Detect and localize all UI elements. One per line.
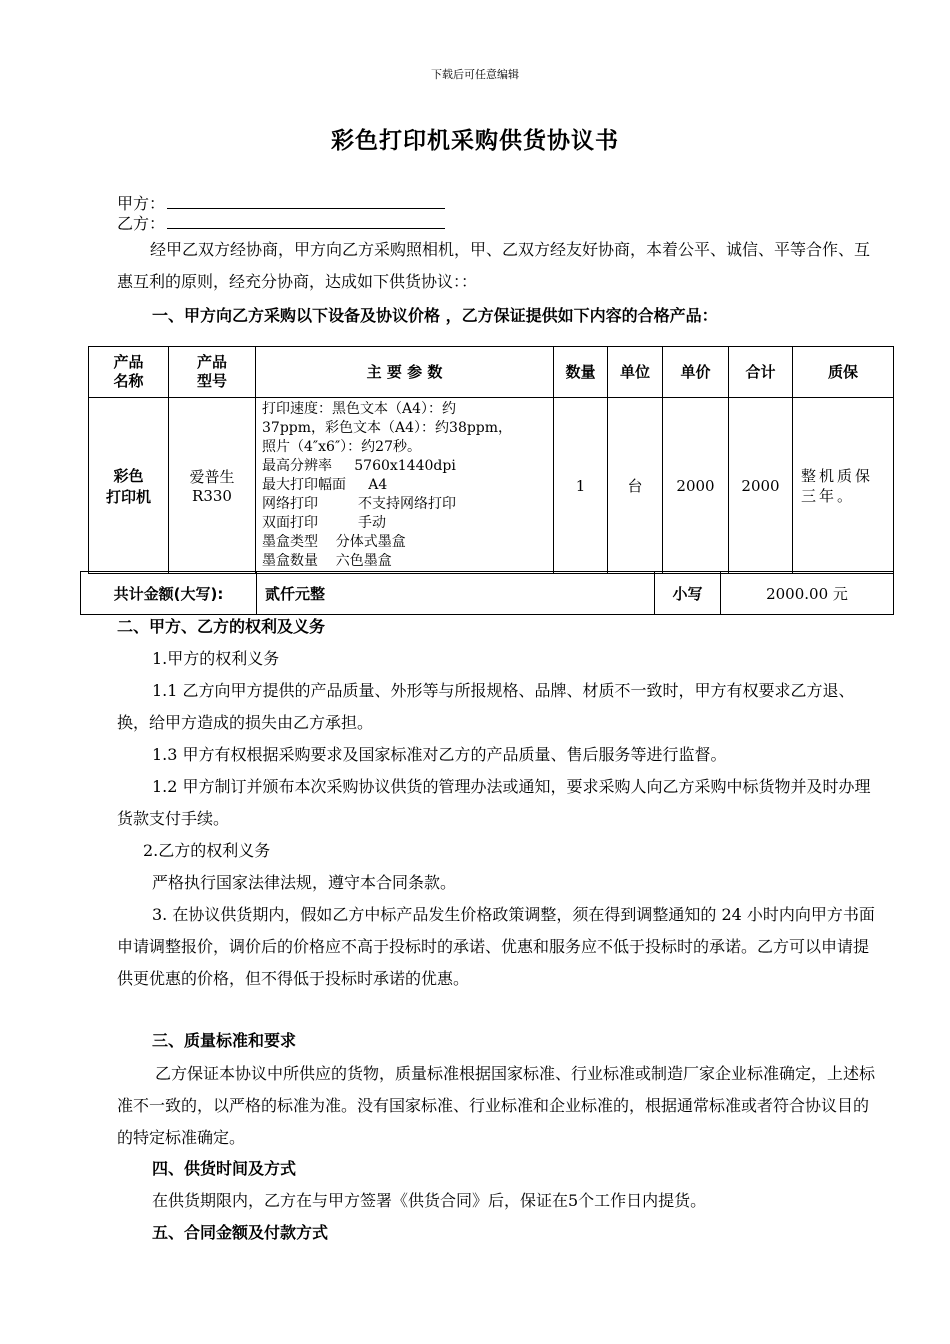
s4-paragraph: 在供货期限内，乙方在与甲方签署《供货合同》后，保证在5个工作日内提货。 [152,1191,707,1210]
header-qty: 数量 [554,347,608,398]
cell-product-model: 爱普生 R330 [169,398,256,574]
total-amount: 2000.00 元 [721,572,894,615]
total-small-label: 小写 [655,572,721,615]
party-a-label: 甲方： [117,194,166,213]
intro-paragraph: 经甲乙双方经协商，甲方向乙方采购照相机，甲、乙双方经友好协商，本着公平、诚信、平等合作、互惠互利的原则，经充分协商，达成如下供货协议：： [117,240,871,291]
cell-price: 2000 [663,398,729,574]
cell-qty: 1 [554,398,608,574]
section2-heading: 二、甲方、乙方的权利及义务 [117,617,326,636]
total-row [81,572,894,615]
table-row [89,398,894,574]
document-title: 彩色打印机采购供货协议书 [331,127,619,154]
header-warranty: 质保 [793,347,894,398]
header-params: 主 要 参 数 [256,347,554,398]
party-a-blank [167,194,445,209]
product-table [88,346,894,574]
s3-paragraph: 乙方保证本协议中所供应的货物，质量标准根据国家标准、行业标准或制造厂家企业标准确定，上述标准不一致的，以严格的标准为准。没有国家标准、行业标准和企业标准的，根据通常标准或者符合协议目的的特定标准确定。 [117,1064,876,1147]
header-price: 单价 [663,347,729,398]
header-total: 合计 [729,347,793,398]
s2-1-3-paragraph: 1.3 甲方有权根据采购要求及国家标准对乙方的产品质量、售后服务等进行监督。 [152,745,727,764]
total-label: 共计金额(大写): [81,572,257,615]
header-unit: 单位 [608,347,663,398]
cell-params: 打印速度：黑色文本（A4）：约 37ppm，彩色文本（A4）：约38ppm， 照片（4″x6″）：约27秒。 最高分辨率 5760x1440dpi 最大打印幅面 A4 网络打印 不支持网络打印 双面打印 手动 墨盒类型 分体式墨盒 墨盒数量 六色墨盒 [256,398,554,574]
section5-heading: 五、合同金额及付款方式 [152,1223,329,1242]
s2-3-paragraph: 3. 在协议供货期内，假如乙方中标产品发生价格政策调整，须在得到调整通知的 24 小时内向甲方书面申请调整报价，调价后的价格应不高于投标时的承诺、优惠和服务应不低于投标时的承诺。乙方可以申请提供更优惠的价格，但不得低于投标时承诺的优惠。 [117,905,875,988]
section3-heading: 三、质量标准和要求 [152,1031,297,1050]
cell-warranty: 整机质保三年。 [793,398,894,574]
cell-product-name: 彩色 打印机 [89,398,169,574]
total-amount-words: 贰仟元整 [257,572,655,615]
s2-2-heading: 2.乙方的权利义务 [143,841,271,860]
party-b-label: 乙方： [117,214,166,233]
header-product-name: 产品 名称 [89,347,169,398]
s2-2-paragraph: 严格执行国家法律法规，遵守本合同条款。 [152,873,457,892]
cell-unit: 台 [608,398,663,574]
header-note: 下载后可任意编辑 [431,68,519,81]
section1-heading: 一、甲方向乙方采购以下设备及协议价格 ，乙方保证提供如下内容的合格产品： [152,306,718,325]
table-header-row [89,347,894,398]
s2-1-heading: 1.甲方的权利义务 [152,649,280,668]
header-product-model: 产品 型号 [169,347,256,398]
total-amount-table [80,571,894,615]
party-b-blank [167,214,445,229]
cell-total: 2000 [729,398,793,574]
s2-1-2-paragraph: 1.2 甲方制订并颁布本次采购协议供货的管理办法或通知，要求采购人向乙方采购中标货物并及时办理货款支付手续。 [117,777,871,828]
s2-1-1-paragraph: 1.1 乙方向甲方提供的产品质量、外形等与所报规格、品牌、材质不一致时，甲方有权要求乙方退、换，给甲方造成的损失由乙方承担。 [117,681,855,732]
section4-heading: 四、供货时间及方式 [152,1159,297,1178]
party-b-line [117,211,445,234]
